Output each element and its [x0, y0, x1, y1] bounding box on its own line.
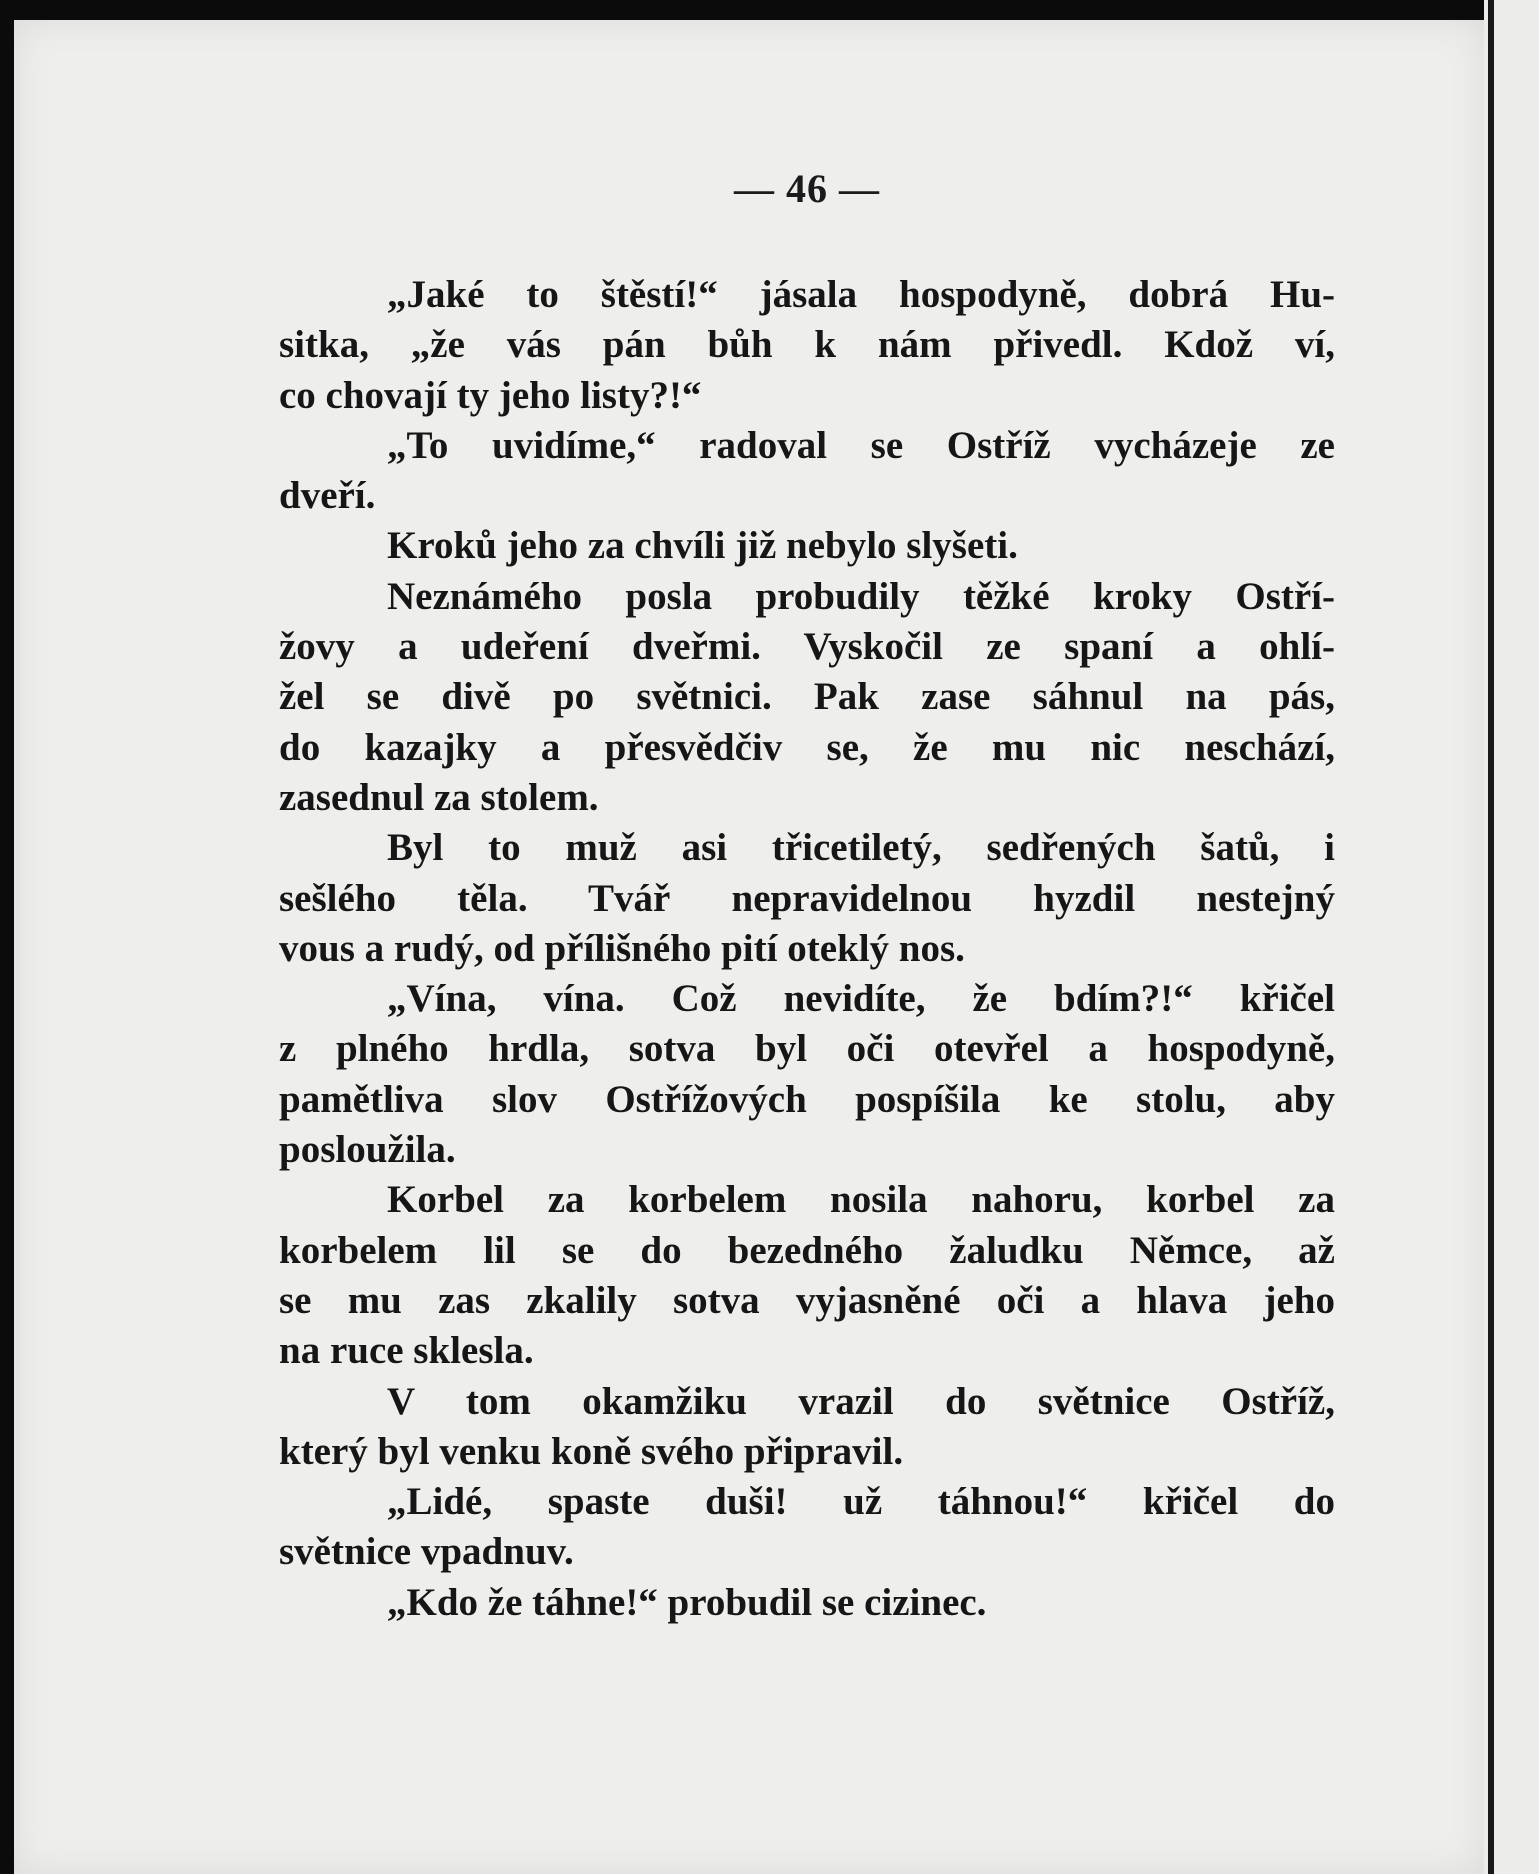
text-line: dveří.	[279, 474, 376, 518]
text-line: žel se divě po světnici. Pak zase sáhnul na pás,	[279, 675, 1335, 719]
text-line: vous a rudý, od přílišného pití oteklý nos.	[279, 926, 965, 970]
text-line: „Vína, vína. Což nevidíte, že bdím?!“ křičel	[387, 977, 1335, 1021]
text-line: na ruce sklesla.	[279, 1329, 534, 1373]
text-line: „To uvidíme,“ radoval se Ostříž vycházeje ze	[387, 423, 1335, 467]
text-line: sešlého těla. Tvář nepravidelnou hyzdil nestejný	[279, 876, 1335, 920]
text-line: posloužila.	[279, 1128, 456, 1172]
body-text	[279, 270, 1335, 1628]
text-line: světnice vpadnuv.	[279, 1530, 574, 1574]
page-number: — 46 —	[734, 166, 880, 211]
text-line: z plného hrdla, sotva byl oči otevřel a hospodyně,	[279, 1027, 1335, 1071]
text-line: který byl venku koně svého připravil.	[279, 1429, 904, 1473]
text-line: „Lidé, spaste duši! už táhnou!“ křičel do	[387, 1480, 1335, 1524]
text-line: Neznámého posla probudily těžké kroky Ostří-	[387, 574, 1335, 618]
text-line: „Kdo že táhne!“ probudil se cizinec.	[387, 1580, 987, 1624]
text-line: Korbel za korbelem nosila nahoru, korbel za	[387, 1178, 1335, 1222]
text-line: co chovají ty jeho listy?!“	[279, 373, 702, 417]
page-edge-scan-border	[1484, 0, 1539, 1874]
text-line: zasednul za stolem.	[279, 775, 599, 819]
text-line: žovy a udeření dveřmi. Vyskočil ze spaní a ohlí-	[279, 625, 1335, 669]
text-line: Kroků jeho za chvíli již nebylo slyšeti.	[387, 524, 1018, 568]
text-line: „Jaké to štěstí!“ jásala hospodyně, dobrá Hu-	[387, 273, 1335, 316]
text-line: sitka, „že vás pán bůh k nám přivedl. Kdož ví,	[279, 323, 1335, 367]
text-line: pamětliva slov Ostřížových pospíšila ke stolu, aby	[279, 1077, 1335, 1121]
text-line: se mu zas zkalily sotva vyjasněné oči a hlava jeho	[279, 1278, 1335, 1322]
text-line: do kazajky a přesvědčiv se, že mu nic neschází,	[279, 725, 1335, 769]
text-line: Byl to muž asi třicetiletý, sedřených šatů, i	[387, 826, 1335, 870]
text-line: korbelem lil se do bezedného žaludku Němce, až	[279, 1228, 1335, 1272]
text-line: V tom okamžiku vrazil do světnice Ostříž,	[387, 1379, 1335, 1423]
